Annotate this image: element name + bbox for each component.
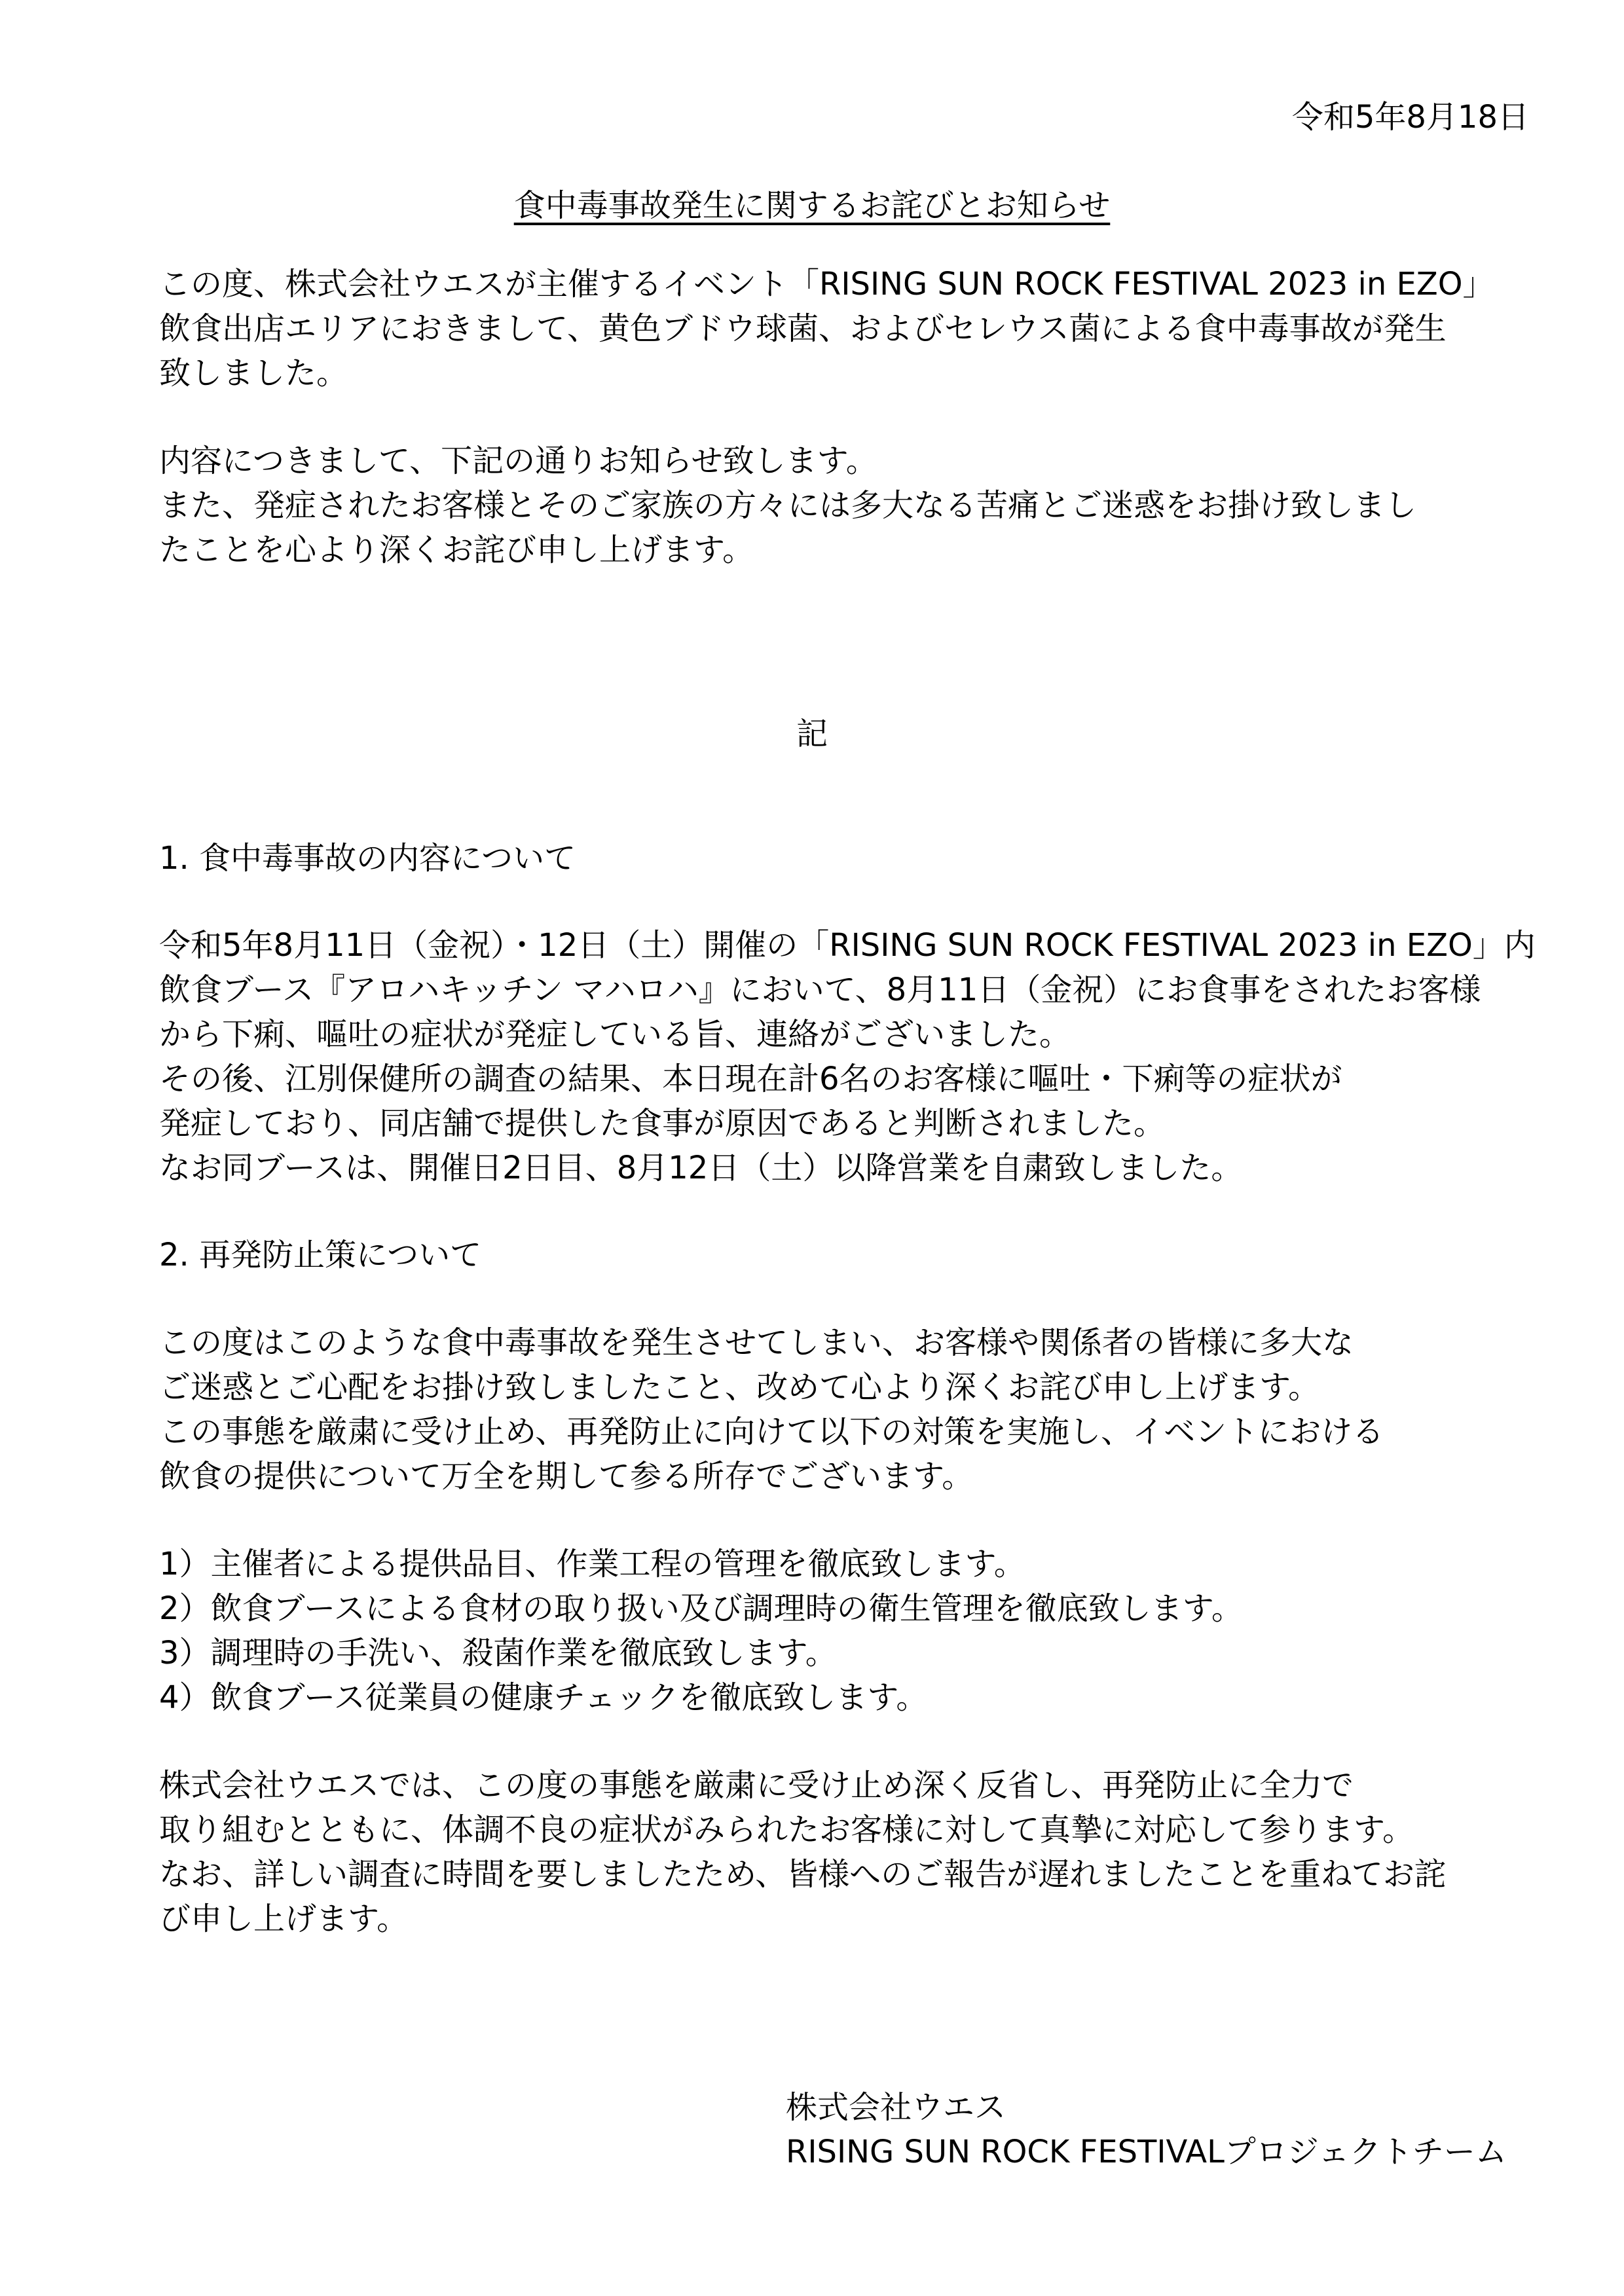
notice-line: また、発症されたお客様とそのご家族の方々には多大なる苦痛とご迷惑をお掛け致しまし <box>159 487 1417 524</box>
closing-line: 取り組むとともに、体調不良の症状がみられたお客様に対して真摯に対応して参ります。 <box>159 1812 1414 1848</box>
section-1-line: その後、江別保健所の調査の結果、本日現在計6名のお客様に嘔吐・下痢等の症状が <box>159 1061 1342 1097</box>
intro-line: 致しました。 <box>159 355 348 392</box>
intro-line: この度、株式会社ウエスが主催するイベント「RISING SUN ROCK FESTIVAL 2023 in EZO」 <box>159 266 1494 302</box>
section-1-line: 令和5年8月11日（金祝）・12日（土）開催の「RISING SUN ROCK FESTIVAL 2023 in EZO」内 <box>159 927 1536 964</box>
ki-heading: 記 <box>796 716 828 752</box>
section-1-line: 飲食ブース『アロハキッチン マハロハ』において、8月11日（金祝）にお食事をされたお客様 <box>159 972 1481 1008</box>
measure-item: 2）飲食ブースによる食材の取り扱い及び調理時の衛生管理を徹底致します。 <box>159 1590 1243 1627</box>
section-1-line: なお同ブースは、開催日2日目、8月12日（土）以降営業を自粛致しました。 <box>159 1150 1243 1186</box>
document-date: 令和5年8月18日 <box>1291 99 1529 136</box>
section-2-line: この事態を厳粛に受け止め、再発防止に向けて以下の対策を実施し、イベントにおける <box>159 1413 1384 1450</box>
closing-line: 株式会社ウエスでは、この度の事態を厳粛に受け止め深く反省し、再発防止に全力で <box>159 1767 1354 1804</box>
section-2-line: この度はこのような食中毒事故を発生させてしまい、お客様や関係者の皆様に多大な <box>159 1324 1354 1361</box>
section-1-heading: 1. 食中毒事故の内容について <box>159 840 576 877</box>
measure-item: 3）調理時の手洗い、殺菌作業を徹底致します。 <box>159 1635 837 1671</box>
section-1-line: 発症しており、同店舗で提供した食事が原因であると判断されました。 <box>159 1105 1166 1142</box>
signature-company: 株式会社ウエス <box>786 2089 1006 2126</box>
signature-team: RISING SUN ROCK FESTIVALプロジェクトチーム <box>786 2134 1507 2170</box>
section-2-heading: 2. 再発防止策について <box>159 1237 482 1273</box>
closing-line: び申し上げます。 <box>159 1901 409 1937</box>
closing-line: なお、詳しい調査に時間を要しましたため、皆様へのご報告が遅れましたことを重ねてお詫 <box>159 1856 1446 1893</box>
document-title: 食中毒事故発生に関するお詫びとお知らせ <box>513 187 1111 224</box>
notice-line: たことを心より深くお詫び申し上げます。 <box>159 532 754 568</box>
section-2-line: ご迷惑とご心配をお掛け致しましたこと、改めて心より深くお詫び申し上げます。 <box>159 1369 1320 1406</box>
section-1-line: から下痢、嘔吐の症状が発症している旨、連絡がございました。 <box>159 1016 1071 1053</box>
notice-line: 内容につきまして、下記の通りお知らせ致します。 <box>159 443 877 479</box>
intro-line: 飲食出店エリアにおきまして、黄色ブドウ球菌、およびセレウス菌による食中毒事故が発生 <box>159 310 1447 347</box>
measure-item: 1）主催者による提供品目、作業工程の管理を徹底致します。 <box>159 1546 1025 1582</box>
section-2-line: 飲食の提供について万全を期して参る所存でございます。 <box>159 1458 974 1495</box>
measure-item: 4）飲食ブース従業員の健康チェックを徹底致します。 <box>159 1679 928 1716</box>
